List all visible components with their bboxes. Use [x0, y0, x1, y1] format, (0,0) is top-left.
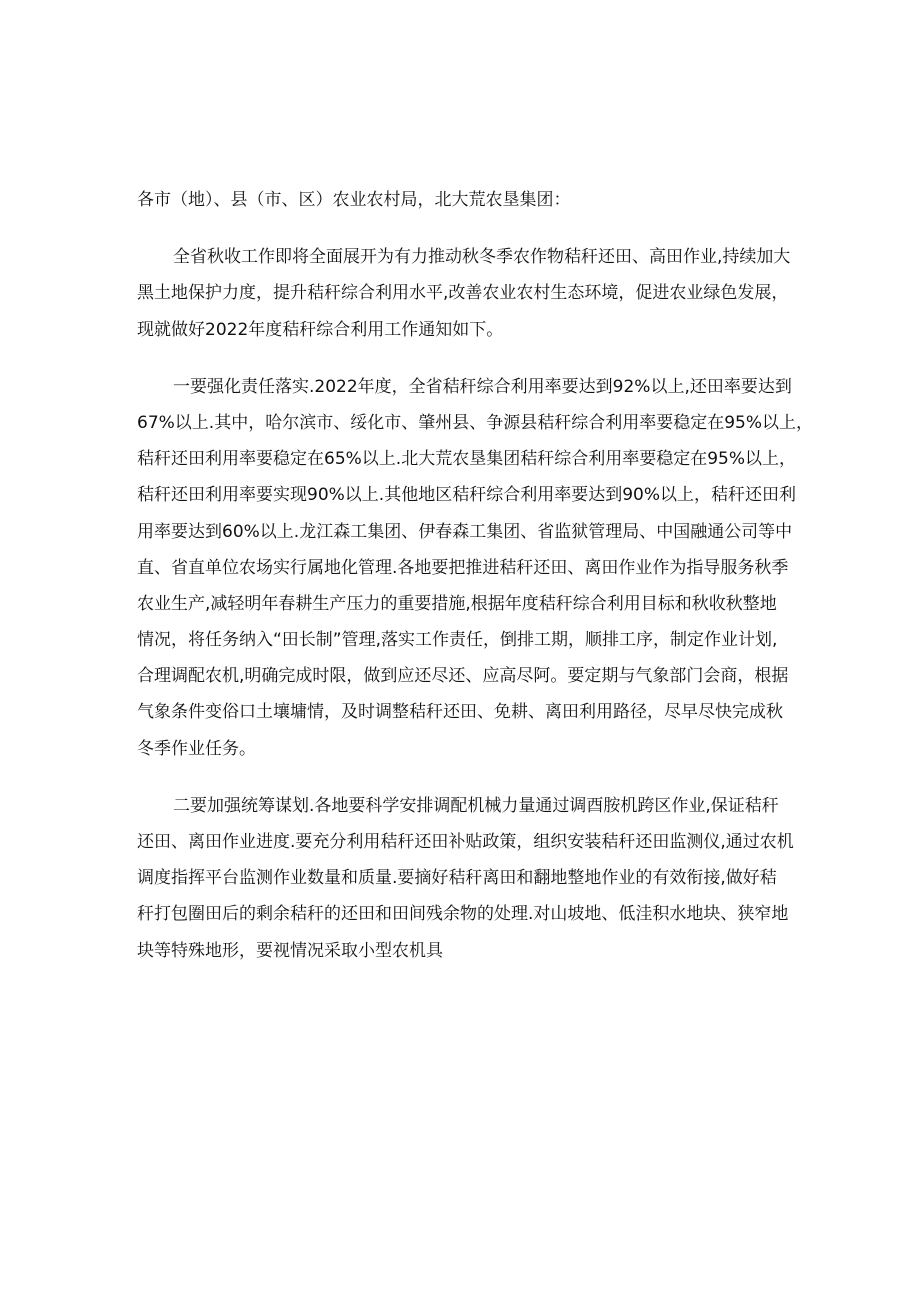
paragraph-line: 秸秆还田利用率要稳定在65%以上.北大荒农垦集团秸秆综合利用率要稳定在95%以上，	[137, 449, 796, 470]
paragraph-line: 现就做好2022年度秸秆综合利用工作通知如下。	[137, 319, 504, 340]
paragraph-line: 还田、离田作业进度.要充分利用秸秆还田补贴政策，组织安装秸秆还田监测仪,通过农机	[137, 832, 794, 852]
paragraph-gap	[137, 220, 797, 241]
paragraph-line: 黑土地保护力度，提升秸秆综合利用水平,改善农业农村生态环境，促进农业绿色发展，	[137, 283, 789, 304]
paragraph-line: 用率要达到60%以上.龙江森工集团、伊春森工集团、省监狱管理局、中国融通公司等中	[137, 521, 793, 542]
paragraph-line: 二要加强统筹谋划.各地要科学安排调配机械力量通过调酉胺机跨区作业,保证秸秆	[173, 795, 779, 816]
paragraph-line: 67%以上.其中，哈尔滨市、绥化市、肇州县、争源县秸秆综合利用率要稳定在95%以上，	[137, 412, 813, 433]
paragraph-responsibility	[137, 371, 813, 769]
paragraph-line: 调度指挥平台监测作业数量和质量.要摘好秸秆离田和翻地整地作业的有效衔接,做好秸	[137, 868, 777, 889]
document-body	[137, 184, 813, 971]
salutation: 各市（地）、县（市、区）农业农村局，北大荒农垦集团：	[137, 190, 571, 210]
paragraph-line: 气象条件变俗口土壤墉情，及时调整秸秆还田、免耕、离田利用路径，尽早尽快完成秋	[137, 702, 783, 723]
paragraph-intro	[137, 241, 797, 350]
paragraph-line: 冬季作业任务。	[137, 738, 256, 759]
paragraph-line: 全省秋收工作即将全面展开为有力推动秋冬季农作物秸秆还田、高田作业,持续加大	[173, 247, 791, 268]
paragraph-line: 情况，将任务纳入“田长制”管理,落实工作责任，倒排工期，顺排工序，制定作业计划,	[137, 630, 778, 651]
paragraph-line: 直、省直单位农场实行属地化管理.各地要把推进秸秆还田、离田作业作为指导服务秋季	[137, 557, 789, 578]
paragraph-line: 秆打包圈田后的剩余秸秆的还田和田间残余物的处理.对山坡地、低洼积水地块、狭窄地	[137, 904, 789, 925]
paragraph-line: 合理调配农机,明确完成时限，做到应还尽还、应高尽阿。要定期与气象部门会商，根据	[137, 666, 789, 687]
paragraph-gap	[137, 769, 797, 790]
paragraph-line: 农业生产,减轻明年春耕生产压力的重要措施,根据年度秸秆综合利用目标和秋收秋整地	[137, 593, 777, 614]
paragraph-line: 一要强化责任落实.2022年度，全省秸秆综合利用率要达到92%以上,还田率要达到	[173, 376, 792, 397]
paragraph-line: 秸秆还田利用率要实现90%以上.其他地区秸秆综合利用率要达到90%以上，秸秆还田利	[137, 485, 796, 506]
paragraph-gap	[137, 350, 797, 371]
paragraph-line: 块等特殊地形，要视情况采取小型农机具	[137, 940, 443, 961]
paragraph-planning	[137, 790, 797, 971]
